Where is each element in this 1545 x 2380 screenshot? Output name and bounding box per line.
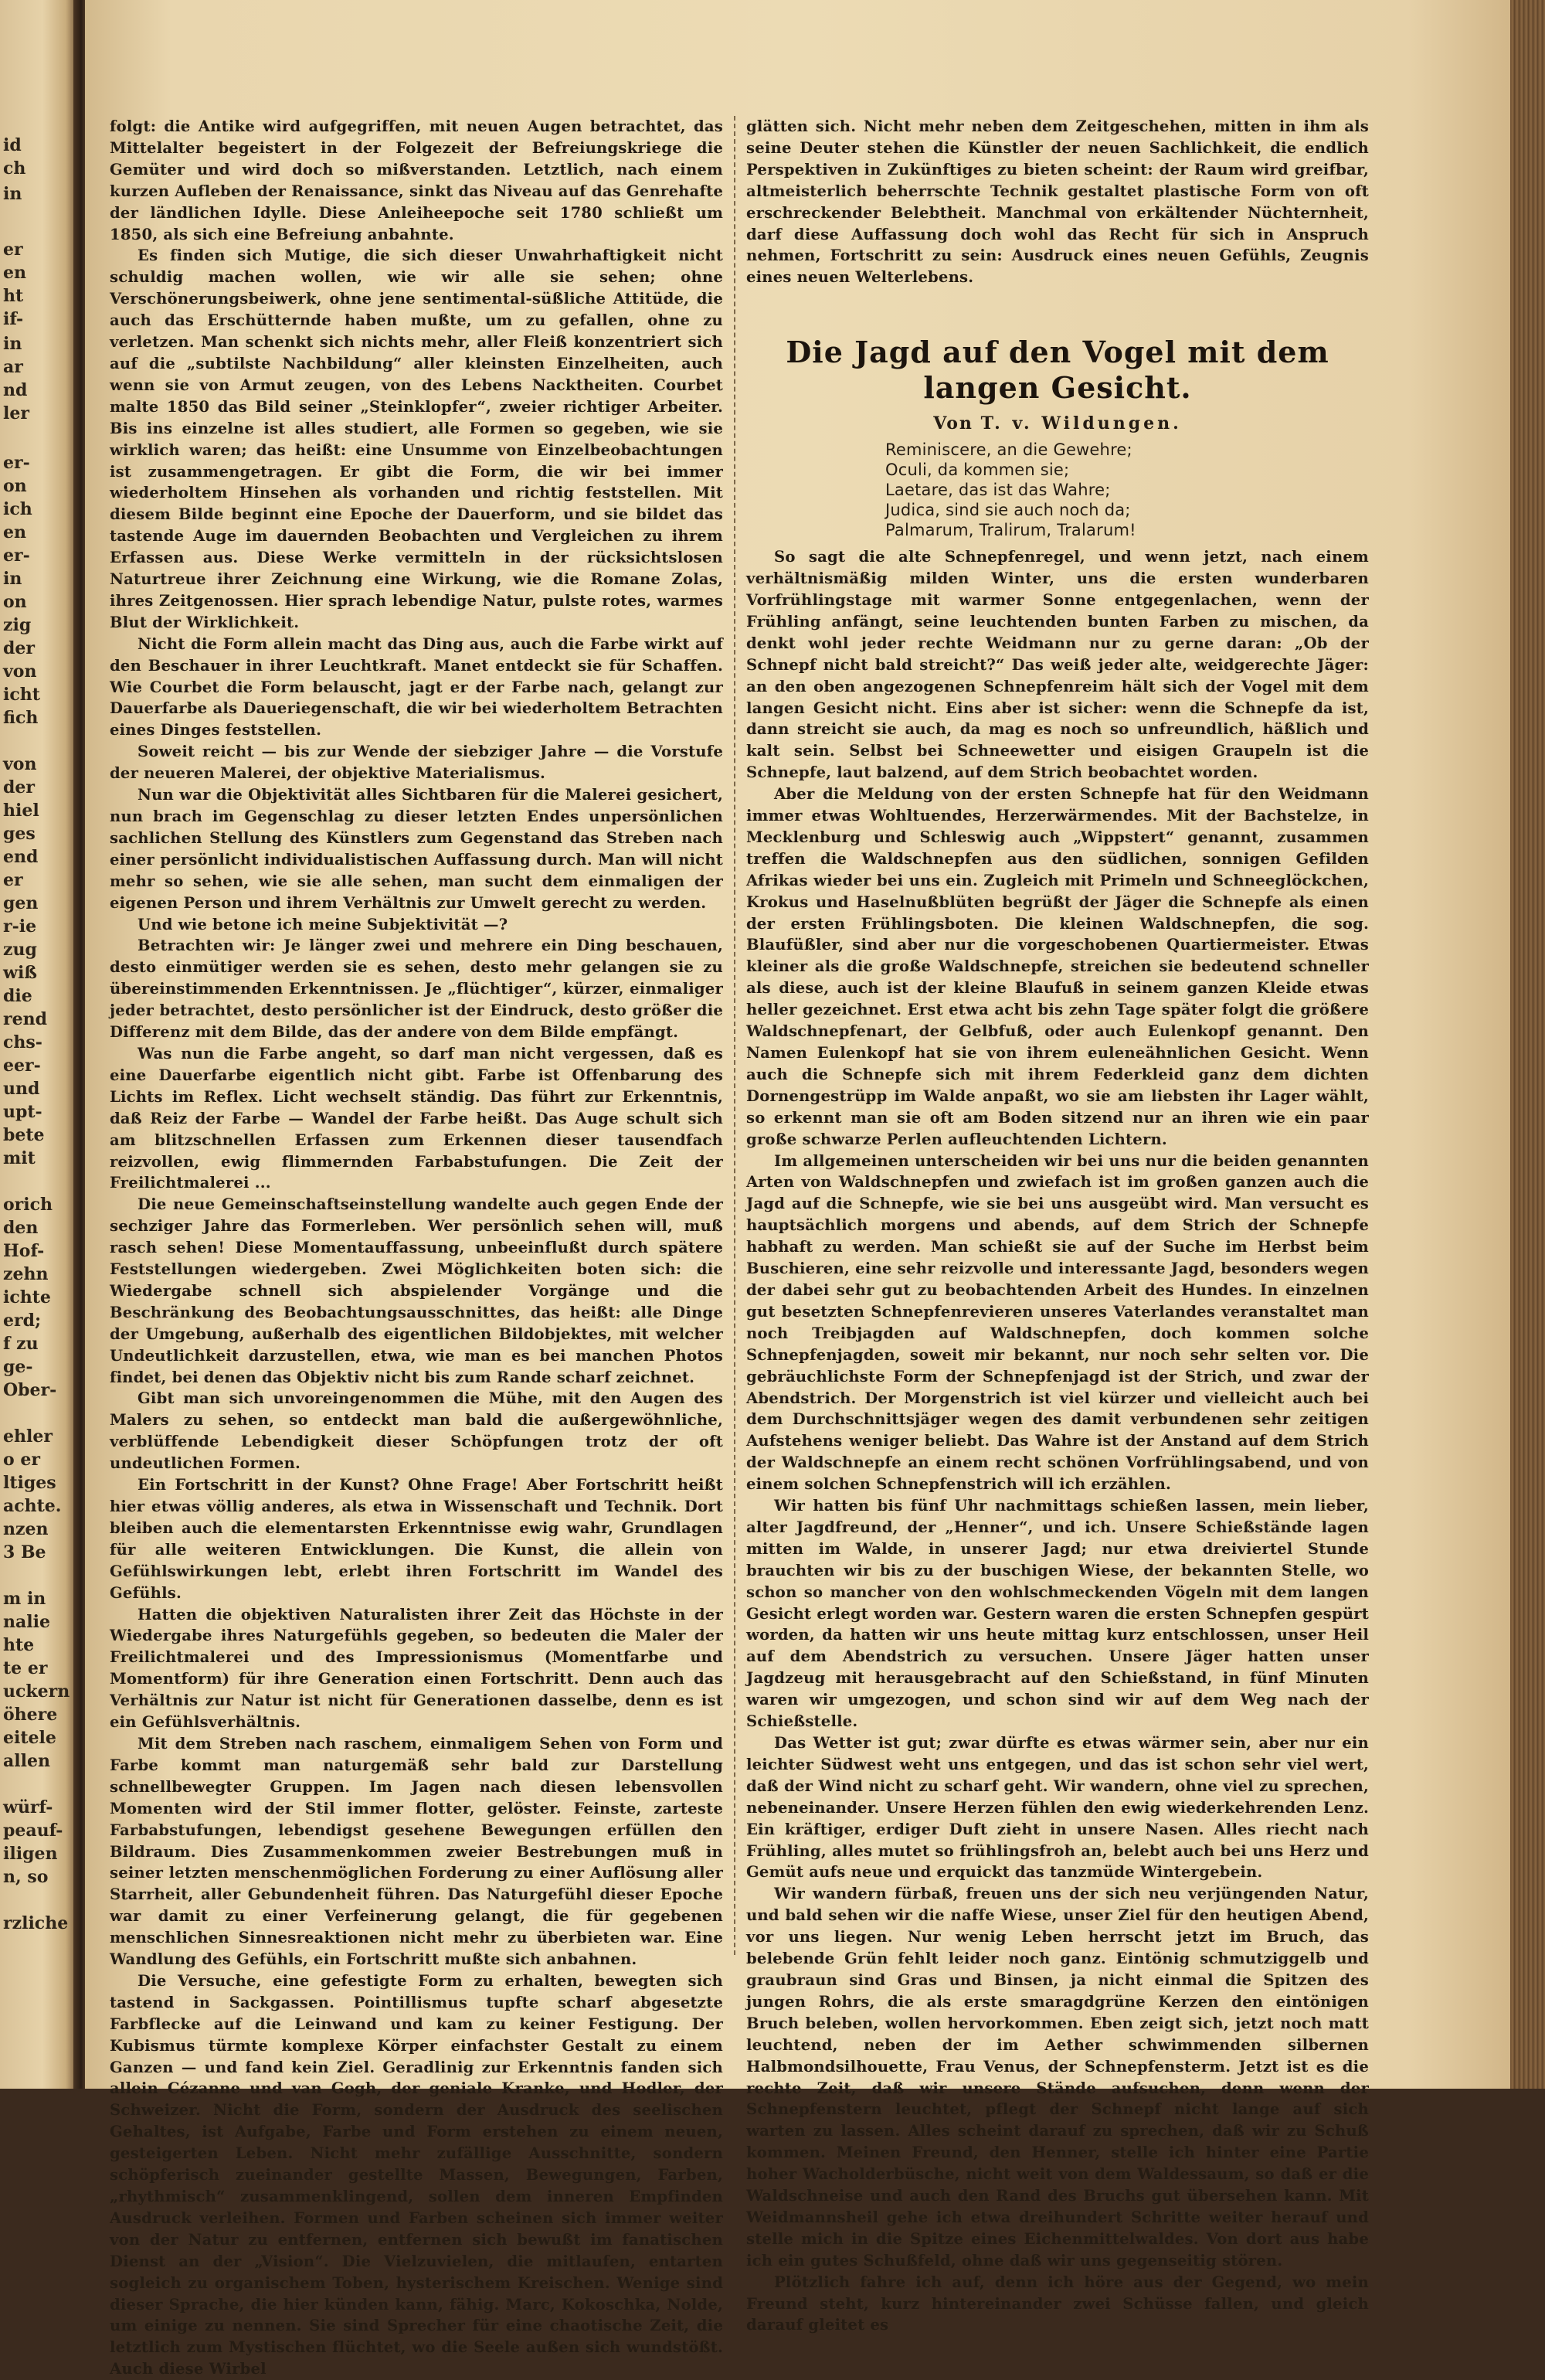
left-page-text-fragment: öhere xyxy=(3,1705,58,1725)
left-page-text-fragment: icht xyxy=(3,685,40,705)
left-page-text-fragment: er- xyxy=(3,546,30,566)
left-page-text-fragment: rend xyxy=(3,1009,47,1029)
left-page-text-fragment: ler xyxy=(3,403,29,423)
left-page-text-fragment: achte. xyxy=(3,1496,62,1516)
article-title: Die Jagd auf den Vogel mit dem langen Gesicht. xyxy=(786,335,1329,406)
left-page-text-fragment: ge- xyxy=(3,1357,33,1377)
left-page-text-fragment: f zu xyxy=(3,1334,39,1354)
left-page-text-fragment: nzen xyxy=(3,1519,49,1539)
paragraph: Wir hatten bis fünf Uhr nachmittags schießen lassen, mein lieber, alter Jagdfreund, der „Henner“, und ich. Unsere Schießstände lagen mitten im Walde, in unserer Jagd; nur etwa dreiviertel Stunde brauchten wir bis zu der buschigen Wiese, der bekannten Stelle, wo schon so mancher von den wohlschmeckenden Vögeln mit dem langen Gesicht erlegt worden war. Gestern waren die ersten Schnepfen gespürt worden, da hatten wir uns heute mittag kurz entschlossen, unser Heil auf dem Abendstrich zu versuchen. Unsere Jäger hatten unser Jagdzeug mit herausgebracht auf den Schießstand, in fünf Minuten waren wir umgezogen, und schon sind wir auf dem Weg nach der Schießstelle. xyxy=(746,1497,1369,1731)
left-page-text-fragment: on xyxy=(3,592,27,612)
left-page-text-fragment: ichte xyxy=(3,1287,51,1307)
left-page-text-fragment: m in xyxy=(3,1589,46,1609)
left-page-text-fragment: der xyxy=(3,777,35,797)
poem-line: Oculi, da kommen sie; xyxy=(885,461,1070,480)
poem-line: Laetare, das ist das Wahre; xyxy=(885,481,1111,500)
left-page-text-fragment: nd xyxy=(3,380,28,400)
left-column xyxy=(110,116,723,2380)
left-page-text-fragment: en xyxy=(3,263,26,283)
paragraph: Ein Fortschritt in der Kunst? Ohne Frage! Aber Fortschritt heißt hier etwas völlig anderes, als etwa in Wissenschaft und Technik. Dort bleiben auch die elementarsten Erkenntnisse ewig wahr, Grundlagen für alle weiteren Entwicklungen. Die Kunst, die allein von Gefühlswirkungen lebt, erlebt ihren Fortschritt im Wandel des Gefühls. xyxy=(110,1476,723,1602)
left-page-text-fragment: bete xyxy=(3,1125,45,1145)
left-page-text-fragment: ht xyxy=(3,286,24,306)
left-page-text-fragment: zig xyxy=(3,615,32,635)
paragraph: Soweit reicht — bis zur Wende der siebziger Jahre — die Vorstufe der neueren Malerei, der objektive Materialismus. xyxy=(110,743,723,783)
left-page-text-fragment: upt- xyxy=(3,1102,42,1122)
left-page-text-fragment: peauf- xyxy=(3,1821,63,1841)
left-page-text-fragment: von xyxy=(3,661,37,682)
left-page-text-fragment: der xyxy=(3,638,35,658)
paragraph: So sagt die alte Schnepfenregel, und wenn jetzt, nach einem verhältnismäßig milden Winter, uns die ersten wunderbaren Vorfrühlingstage mit warmer Sonne entgegenlachen, wenn der Frühling anfängt, seine leuchtenden bunten Farben zu mischen, da denkt wohl jeder rechte Weidmann nur zu gerne daran: „Ob der Schnepf nicht bald streicht?“ Das weiß jeder alte, weidgerechte Jäger: an den oben angezogenen Schnepfenreim hält sich der Vogel mit dem langen Gesicht nicht. Eins aber ist sicher: wenn die Schnepfe da ist, dann streicht sie auch, da mag es noch so unfreundlich, häßlich und kalt sein. Selbst bei Schneewetter und eisigen Graupeln ist die Schnepfe, laut balzend, auf dem Strich beobachtet worden. xyxy=(746,548,1369,782)
left-page-text-fragment: ltiges xyxy=(3,1473,56,1493)
left-page-text-fragment: eer- xyxy=(3,1056,41,1076)
left-page-text-fragment: ich xyxy=(3,499,32,519)
left-page-text-fragment: würf- xyxy=(3,1797,53,1817)
paragraph: Im allgemeinen unterscheiden wir bei uns nur die beiden genannten Arten von Waldschnepfen und zwiefach ist im großen ganzen auch die Jagd auf die Schnepfe, wie sie bei uns ausgeübt wird. Man versucht es hauptsächlich morgens und abends, auf dem Strich der Schnepfe habhaft zu werden. Man schießt sie auf der Suche im Herbst beim Buschieren, eine sehr reizvolle und interessante Jagd, besonders wegen der dabei sehr gut zu beobachtenden Arbeit des Hundes. In einzelnen gut besetzten Schnepfenrevieren unseres Vaterlandes veranstaltet man noch Treibjagden auf Waldschnepfen, doch kommen solche Schnepfenjagden, soweit mir bekannt, nur noch sehr selten vor. Die gebräuchlichste Form der Schnepfenjagd ist der Strich, und zwar der Abendstrich. Der Morgenstrich ist viel kürzer und vielleicht auch bei dem Durchschnittsjäger wegen des damit verbundenen sehr zeitigen Aufstehens weniger beliebt. Das Wahre ist der Anstand auf dem Strich der Waldschnepfe an einem recht schönen Vorfrühlingsabend, und von einem solchen Schnepfenstrich will ich erzählen. xyxy=(746,1151,1369,1494)
left-page-edge xyxy=(0,0,77,2089)
right-column xyxy=(746,116,1369,2336)
left-page-text-fragment: in xyxy=(3,184,22,204)
left-page-text-fragment: r-ie xyxy=(3,916,37,937)
left-page-text-fragment: zug xyxy=(3,940,37,960)
page-stack-edge xyxy=(1510,0,1545,2089)
paragraph: Es finden sich Mutige, die sich dieser Unwahrhaftigkeit nicht schuldig machen wollen, wie wir alle sie sehen; ohne Verschönerungsbeiwerk, ohne jene sentimental-süßliche Attitüde, die auch das Erschütternde haben mußte, um zu gefallen, ohne zu verletzen. Man schenkt sich nichts mehr, aller Fleiß konzentriert sich auf die „subtilste Nachbildung“ aller kleinsten Einzelheiten, auch wenn sie von Armut zeugen, von des Lebens Nacktheiten. Courbet malte 1850 das Bild seiner „Steinklopfer“, zweier richtiger Arbeiter. Bis ins einzelne ist alles studiert, alle Formen so gegeben, wie sie wirklich waren; das heißt: eine Unsumme von Einzelbeobachtungen ist zusammengetragen. Er gibt die Form, die wir bei immer wiederholtem Hinsehen als vorhanden und richtig feststellen. Mit diesem Bilde beginnt eine Epoche der Dauerform, und sie bildet das tastende Auge im dauernden Beobachten und Vergleichen zu ihrem Erfassen aus. Diese Werke vermitteln in der rücksichtslosen Naturtreue ihrer Zeichnung eine Wirkung, wie die Romane Zolas, ihres Zeitgenossen. Hier sprach lebendige Natur, pulste rotes, warmes Blut der Wirklichkeit. xyxy=(110,246,723,631)
left-page-text-fragment: eitele xyxy=(3,1728,56,1748)
left-page-text-fragment: id xyxy=(3,135,22,155)
paragraph: Mit dem Streben nach raschem, einmaligem Sehen von Form und Farbe kommt man naturgemäß sehr bald zur Darstellung schnellbewegter Gruppen. Im Jagen nach diesen lebensvollen Momenten wird der Stil immer flotter, gelöster. Feinste, zarteste Farbabstufungen, lebendigst gesehene Bewegungen erfüllen den Bildraum. Dies Zusammenkommen zweier Bestrebungen muß in seiner letzten menschenmöglichen Forderung zu einer Auflösung aller Starrheit, aller Gebundenheit führen. Das Naturgefühl dieser Epoche war damit zu einer Verfeinerung gelangt, die für gegebenen menschlichen Sinnesreaktionen nicht mehr zu überbieten war. Eine Wandlung des Gefühls, ein Fortschritt mußte sich anbahnen. xyxy=(110,1734,723,1969)
left-page-text-fragment: allen xyxy=(3,1751,50,1771)
left-page-text-fragment: if- xyxy=(3,309,24,329)
left-page-text-fragment: in xyxy=(3,569,22,589)
paragraph: Plötzlich fahre ich auf, denn ich höre aus der Gegend, wo mein Freund steht, kurz hintereinander zwei Schüsse fallen, und gleich darauf gleitet es xyxy=(746,2273,1369,2334)
left-page-text-fragment: ehler xyxy=(3,1426,53,1447)
left-page-text-fragment: hiel xyxy=(3,801,39,821)
left-page-text-fragment: n, so xyxy=(3,1867,49,1887)
left-page-text-fragment: ges xyxy=(3,824,36,844)
left-page-text-fragment: on xyxy=(3,476,27,496)
byline-author: T. v. Wildungen. xyxy=(980,413,1182,434)
poem-line: Palmarum, Tralirum, Tralarum! xyxy=(885,521,1136,540)
left-page-text-fragment: hte xyxy=(3,1635,35,1655)
left-page-text-fragment: wiß xyxy=(3,963,38,983)
left-page-text-fragment: er- xyxy=(3,453,30,473)
paragraph: Nicht die Form allein macht das Ding aus, auch die Farbe wirkt auf den Beschauer in ihrer Leuchtkraft. Manet entdeckt sie für Schaffen. Wie Courbet die Form belauscht, jagt er der Farbe nach, gelangt zur Dauerfarbe als Daueriegenschaft, die wir bei wiederholtem Betrachten eines Dinges feststellen. xyxy=(110,634,723,740)
left-page-text-fragment: nalie xyxy=(3,1612,50,1632)
paragraph: Gibt man sich unvoreingenommen die Mühe, mit den Augen des Malers zu sehen, so entdeckt man bald die außergewöhnliche, verblüffende Lebendigkeit dieser Schöpfungen trotz der oft undeutlichen Formen. xyxy=(110,1389,723,1473)
article-body xyxy=(746,546,1369,2336)
left-page-text-fragment: mit xyxy=(3,1148,36,1168)
left-page-text-fragment: von xyxy=(3,754,37,774)
paragraph: Die neue Gemeinschaftseinstellung wandelte auch gegen Ende der sechziger Jahre das Formerleben. Wer persönlich sehen will, muß rasch sehen! Diese Momentauffassung, unbeeinflußt durch spätere Feststellungen wiedergeben. Zwei Möglichkeiten boten sich: die Wiedergabe schnell sich abspielender Vorgänge und die Beschränkung des Beobachtungsausschnittes, das heißt: alle Dinge der Umgebung, außerhalb des eigentlichen Bildobjektes, mit welcher Undeutlichkeit darzustellen, etwa, wie man es bei manchen Photos findet, bei denen das Objektiv nicht bis zum Rande scharf zeichnet. xyxy=(110,1195,723,1386)
paragraph: Wir wandern fürbaß, freuen uns der sich neu verjüngenden Natur, und bald sehen wir die naffe Wiese, unser Ziel für den heutigen Abend, vor uns liegen. Nur wenig Leben herrscht jetzt im Bruch, das belebende Grün fehlt leider noch ganz. Eintönig schmutziggelb und graubraun sind Gras und Binsen, ja nicht einmal die Spitzen des jungen Rohrs, die als erste smaragdgrüne Kerzen den eintönigen Bruch beleben, wollen hervorkommen. Eben zeigt sich, jetzt noch matt leuchtend, neben der im Aether schwimmenden silbernen Halbmondsilhouette, Frau Venus, der Schnepfensterm. Jetzt ist es die rechte Zeit, daß wir unsere Stände aufsuchen, denn wenn der Schnepfenstern leuchtet, pflegt der Schnepf nicht lange auf sich warten zu lassen. Alles scheint darauf zu sprechen, daß wir zu Schuß kommen. Meinen Freund, den Henner, stelle ich hinter eine Partie hoher Wacholderbüsche, nicht weit von dem Waldessaum, so daß er die Waldschneise und auch den Rand des Bruchs gut übersehen kann. Mit Weidmannsheil gehe ich etwa dreihundert Schritte weiter herauf und stelle mich in die Spitze eines Eichenmittelwaldes. Von dort aus habe ich ein gutes Schußfeld, ohne daß wir uns gegenseitig stören. xyxy=(746,1885,1369,2270)
paragraph: Und wie betone ich meine Subjektivität —? xyxy=(138,915,508,933)
left-page-text-fragment: er xyxy=(3,240,23,260)
left-page-text-fragment: iligen xyxy=(3,1844,58,1864)
paragraph: Das Wetter ist gut; zwar dürfte es etwas wärmer sein, aber nur ein leichter Südwest weht uns entgegen, und das ist schon sehr viel wert, daß der Wind nicht zu scharf geht. Wir wandern, ohne viel zu sprechen, nebeneinander. Unsere Herzen fühlen den ewig wiederkehrenden Lenz. Ein kräftiger, erdiger Duft zieht in unsere Nasen. Alles riecht nach Frühling, alles mutet so frühlingsfroh an, belebt auch bei uns Herz und Gemüt aufs neue und erquickt das tanzmüde Wintergebein. xyxy=(746,1734,1369,1882)
byline-prefix: Von xyxy=(933,413,973,434)
left-page-text-fragment: Ober- xyxy=(3,1380,57,1400)
left-page-text-fragment: den xyxy=(3,1218,39,1238)
left-page-text-fragment: die xyxy=(3,986,32,1006)
left-page-text-fragment: zehn xyxy=(3,1264,49,1284)
left-page-text-fragment: en xyxy=(3,522,26,542)
left-page-text-fragment: fich xyxy=(3,708,39,728)
poem-line: Reminiscere, an die Gewehre; xyxy=(885,440,1132,460)
paragraph: Aber die Meldung von der ersten Schnepfe hat für den Weidmann immer etwas Wohltuendes, Herzerwärmendes. Mit der Bachstelze, in Mecklenburg und Schleswig auch „Wippstert“ genannt, zusammen treffen die Waldschnepfen aus den südlichen, sonnigen Gefilden Afrikas wieder bei uns ein. Zugleich mit Primeln und Schneeglöckchen, Krokus und Haselnußblüten begrüßt der Jäger die Schnepfe als einen der ersten Frühlingsboten. Die kleinen Waldschnepfen, die sog. Blaufüßler, sind aber nur die vorgeschobenen Quartiermeister. Etwas kleiner als die große Waldschnepfe, streichen sie bedeutend schneller als diese, auch ist der kleine Blaufuß in seinem ganzen Kleide etwas heller gezeichnet. Erst etwa acht bis zehn Tage später folgt die größere Waldschnepfenart, der Gelbfuß, oder auch Eulenkopf genannt. Den Namen Eulenkopf hat sie von ihrem euleneähnlichen Gesicht. Wenn auch die Schnepfe sich mit ihrem Federkleid ganz dem dichten Dornengestrüpp im Walde anpaßt, wo sie am liebsten ihr Lager wählt, so erkennt man sie oft am Boden sitzend nur an ihren wie ein paar große schwarze Perlen aufleuchtenden Lichtern. xyxy=(746,785,1369,1148)
left-page-text-fragment: er xyxy=(3,870,23,890)
left-page-text-fragment: Hof- xyxy=(3,1241,45,1261)
left-page-text-fragment: o er xyxy=(3,1450,40,1470)
left-page-text-fragment: end xyxy=(3,847,39,867)
left-page-text-fragment: und xyxy=(3,1079,40,1099)
left-page-text-fragment: ar xyxy=(3,357,23,377)
paragraph: Hatten die objektiven Naturalisten ihrer Zeit das Höchste in der Wiedergabe ihres Naturgefühls gegeben, so bedeuten die Maler der Freilichtmalerei und des Impressionismus (Momentfarbe und Momentform) für ihre Generation einen Fortschritt. Denn auch das Verhältnis zur Natur ist nicht für Generationen dasselbe, denn es ist ein Gefühlsverhältnis. xyxy=(110,1605,723,1732)
column-divider xyxy=(734,116,737,1955)
left-page-text-fragment: ch xyxy=(3,158,26,178)
left-page-text-fragment: in xyxy=(3,334,22,354)
poem-epigraph xyxy=(885,440,1369,540)
left-page-text-fragment: rzliche xyxy=(3,1913,69,1933)
paragraph: Nun war die Objektivität alles Sichtbaren für die Malerei gesichert, nun brach im Gegenschlag zu dieser letzten Endes unpersönlichen sachlichen Stellung des Künstlers zum Gegenstand das Streben nach einer persönlicht individualistischen Auffassung durch. Man will nicht mehr so sehen, wie sie alle sehen, man sucht dem einmaligen der eigenen Person und ihrem Verhältnis zur Umwelt gerecht zu werden. xyxy=(110,786,723,912)
paragraph: folgt: die Antike wird aufgegriffen, mit neuen Augen betrachtet, das Mittelalter begeistert in der Folgezeit der Befreiungskriege die Gemüter und wird doch so mißverstanden. Letztlich, nach einem kurzen Aufleben der Renaissance, sinkt das Niveau auf das Genrehafte der ländlichen Idylle. Diese Anleiheepoche seit 1780 schließt um 1850, als sich eine Befreiung anbahnte. xyxy=(110,117,723,243)
left-page-text-fragment: orich xyxy=(3,1195,53,1215)
left-page-text-fragment: uckern xyxy=(3,1681,70,1702)
left-page-text-fragment: erd; xyxy=(3,1311,42,1331)
left-page-text-fragment: te er xyxy=(3,1658,48,1678)
paragraph: Was nun die Farbe angeht, so darf man nicht vergessen, daß es eine Dauerfarbe eigentlich nicht gibt. Farbe ist Offenbarung des Lichts im Reflex. Licht wechselt ständig. Das führt zur Erkenntnis, daß Reiz der Farbe — Wandel der Farbe heißt. Das Auge schult sich am blitzschnellen Erfassen zum Erkennen dieser tausendfach reizvollen, ewig flimmernden Farbabstufungen. Die Zeit der Freilichtmalerei ... xyxy=(110,1044,723,1192)
previous-article-ending: glätten sich. Nicht mehr neben dem Zeitgeschehen, mitten in ihm als seine Deuter stehen die Künstler der neuen Sachlichkeit, die endlich Perspektiven in Zukünftiges zu bieten scheint: der Raum wird greifbar, altmeisterlich beherrschte Technik gestaltet plastische Form von oft erschreckender Belebtheit. Manchmal von erkältender Nüchternheit, darf diese Auffassung doch wohl das Recht für sich in Anspruch nehmen, Fortschritt zu sein: Ausdruck eines neuen Gefühls, Zeugnis eines neuen Welterlebens. xyxy=(746,117,1369,287)
left-page-text-fragment: 3 Be xyxy=(3,1542,46,1562)
left-page-text-fragment: chs- xyxy=(3,1032,42,1052)
byline xyxy=(746,413,1369,435)
paragraph: Betrachten wir: Je länger zwei und mehrere ein Ding beschauen, desto einmütiger werden sie es sehen, desto mehr gelangen sie zu übereinstimmenden Erkenntnissen. Je „flüchtiger“, kürzer, einmaliger jeder betrachtet, desto persönlicher ist der Eindruck, desto größer die Differenz mit dem Bilde, das der andere von dem Bilde empfängt. xyxy=(110,937,723,1042)
poem-line: Judica, sind sie auch noch da; xyxy=(885,501,1131,520)
left-page-text-fragment: gen xyxy=(3,893,39,913)
paragraph: Die Versuche, eine gefestigte Form zu erhalten, bewegten sich tastend in Sackgassen. Pointillismus tupfte scharf abgesetzte Farbflecke auf die Leinwand und kam zu keiner Festigung. Der Kubismus türmte komplexe Körper einfachster Gestalt zu einem Ganzen — und fand kein Ziel. Geradlinig zur Erkenntnis fanden sich allein Cézanne und van Gogh, der geniale Kranke, und Hodler, der Schweizer. Nicht die Form, sondern der Ausdruck des seelischen Gehaltes, ist Aufgabe, Farbe und Form erstehen zu einem neuen, gesteigerten Leben. Nicht mehr zufällige Ausschnitte, sondern schöpferisch zueinander gestellte Massen, Bewegungen, Farben, „rhythmisch“ zusammenklingend, sollen dem inneren Empfinden Ausdruck verleihen. Formen und Farben scheinen sich immer weiter von der Natur zu entfernen, entfernen sich bewußt im fanatischen Dienst an der „Vision“. Die Vielzuvielen, die mitlaufen, entarten sogleich zu organischem Toben, hysterischem Kreischen. Wenige sind dieser Sprache, die hier künden kann, fähig. Marc, Kokoschka, Nolde, um einige zu nennen. Sie sind Sprecher für eine chaotische Zeit, die letztlich zum Mystischen flüchtet, wo die Seele außen sich wundstößt. Auch diese Wirbel xyxy=(110,1971,723,2378)
